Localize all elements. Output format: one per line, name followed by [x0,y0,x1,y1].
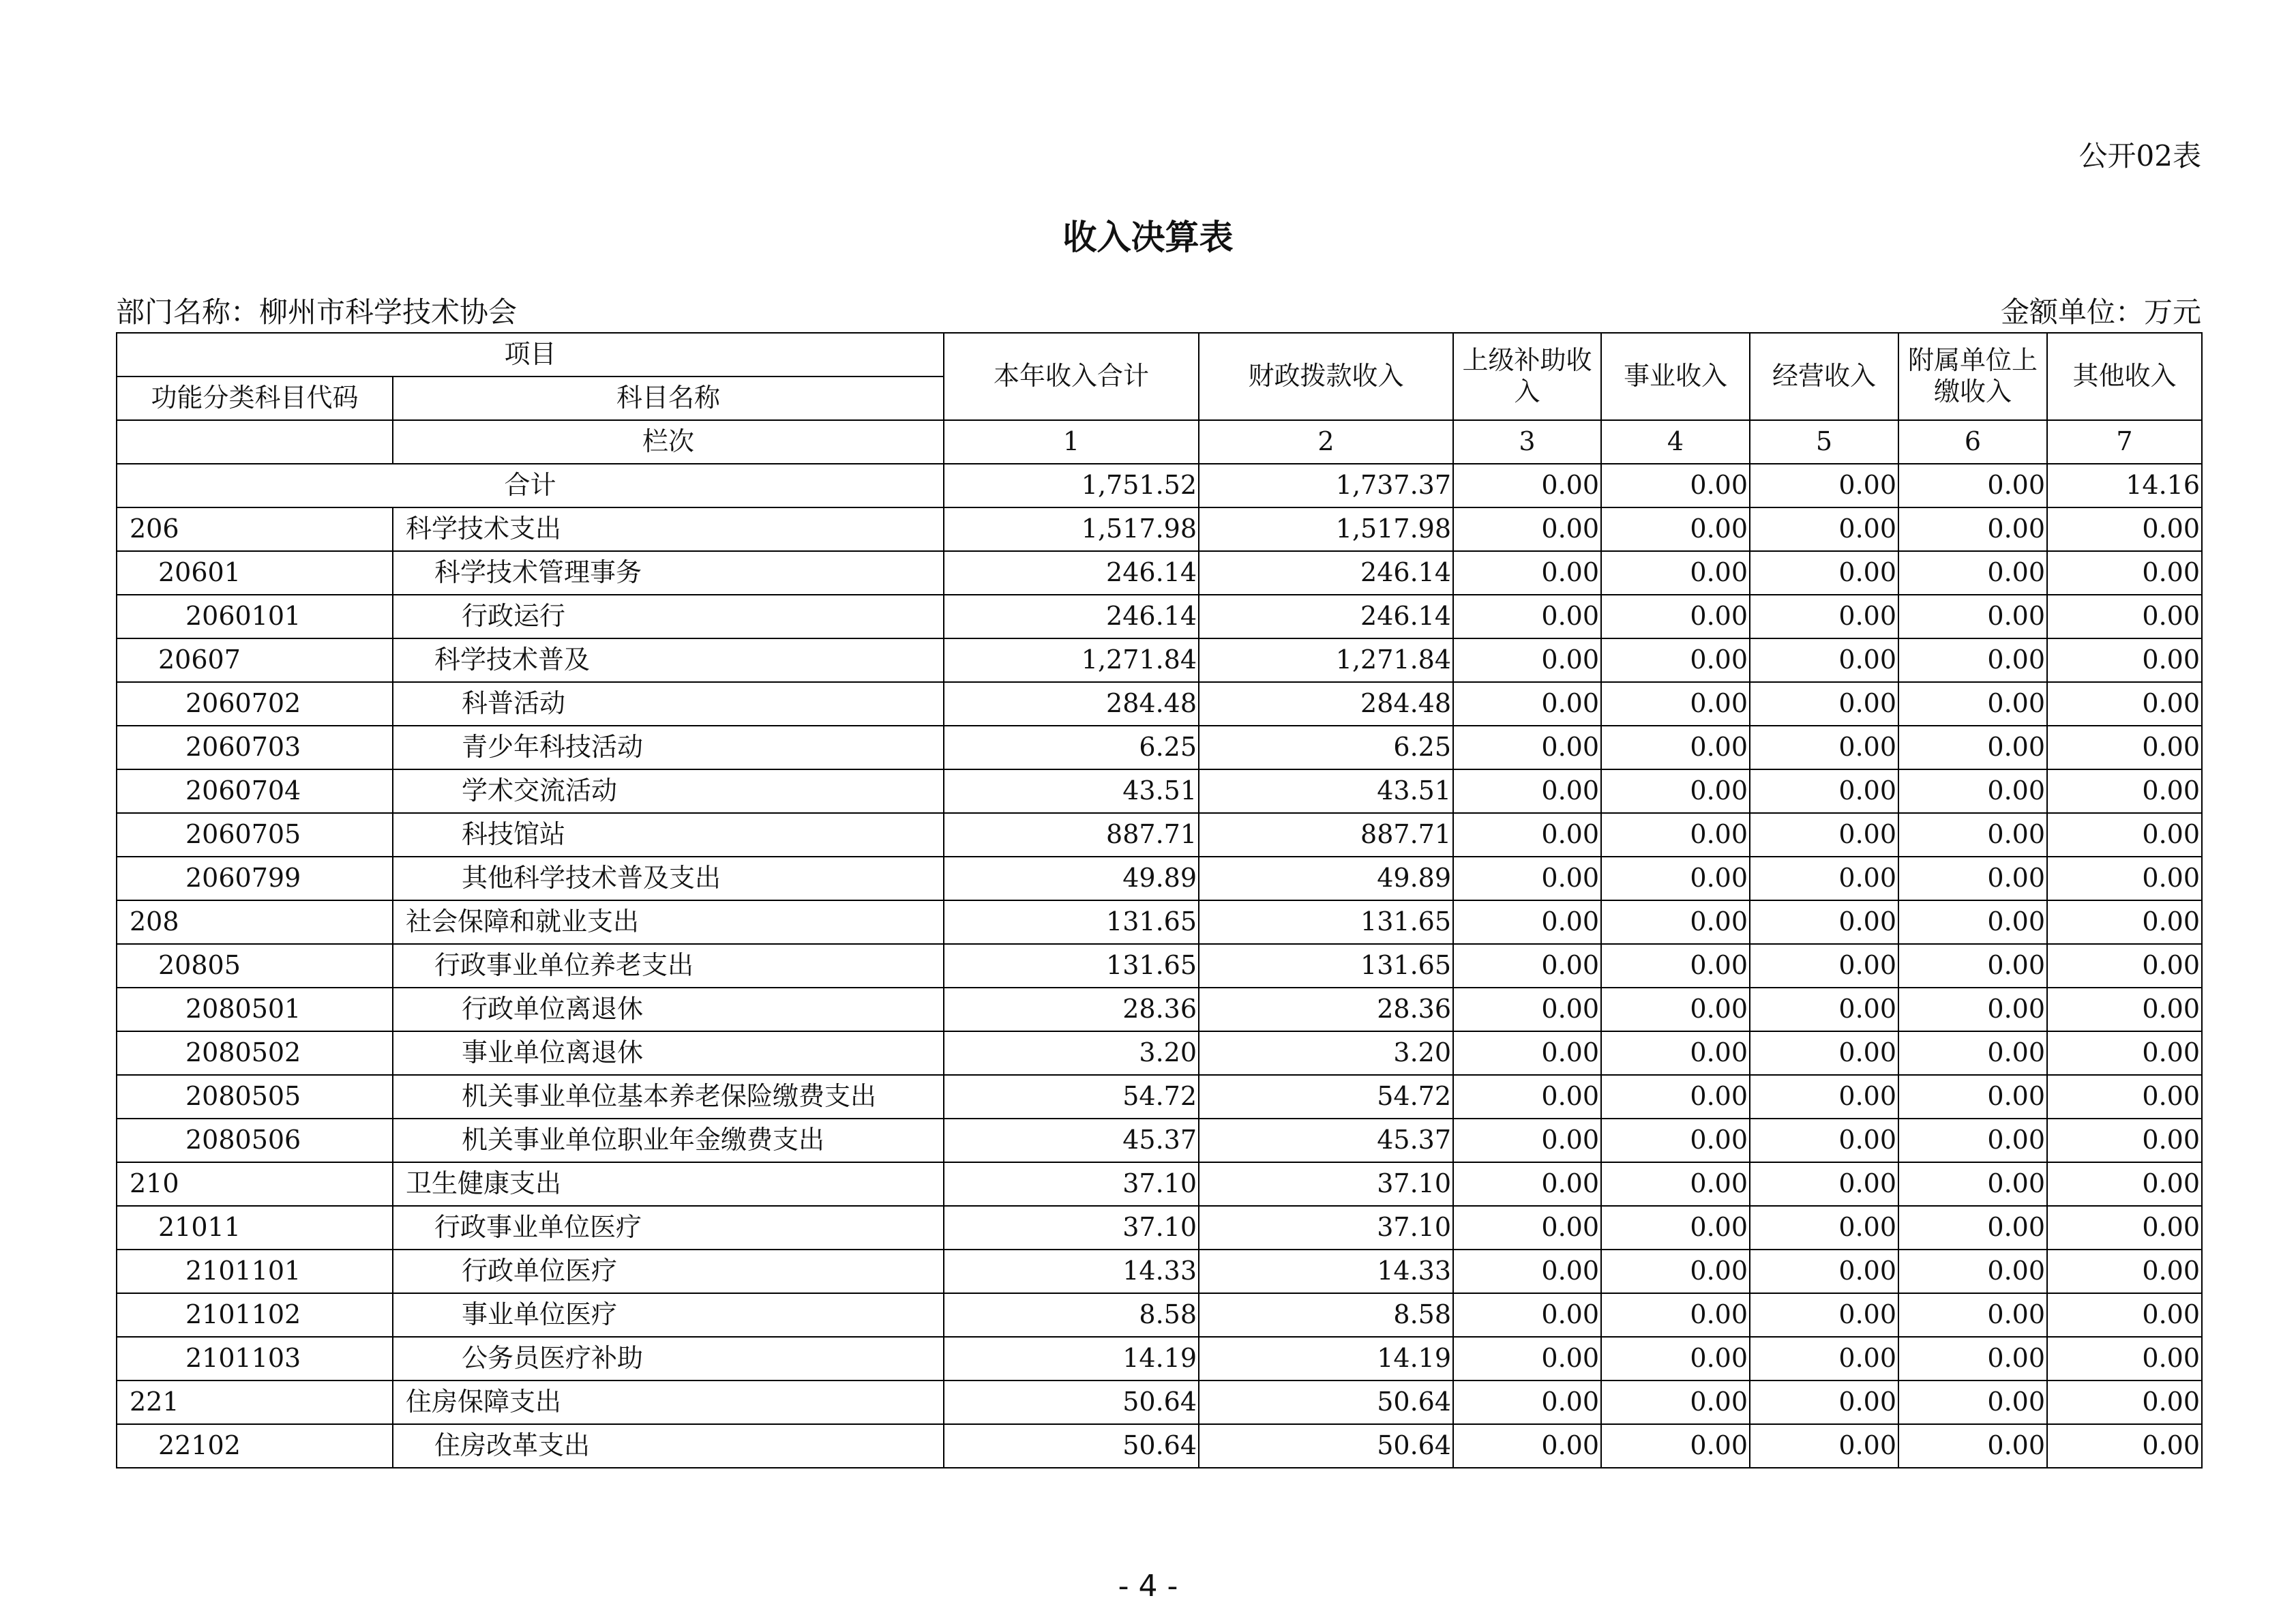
table-row [117,944,2202,988]
total-value: 1,737.37 [1199,464,1453,507]
amount-cell: 1,271.84 [1199,638,1453,682]
amount-cell: 0.00 [2047,1031,2202,1075]
amount-cell: 0.00 [1453,1250,1601,1293]
amount-cell: 0.00 [1601,857,1750,900]
amount-cell: 0.00 [2047,900,2202,944]
amount-cell: 0.00 [1601,769,1750,813]
header-col-5: 经营收入 [1750,333,1898,420]
subject-name: 科技馆站 [393,813,944,857]
amount-cell: 0.00 [1601,638,1750,682]
amount-cell: 0.00 [1750,1293,1898,1337]
table-row [117,1075,2202,1119]
table-row [117,726,2202,769]
table-row [117,1293,2202,1337]
subject-name: 科学技术支出 [393,507,944,551]
amount-cell: 0.00 [1601,682,1750,726]
amount-cell: 0.00 [2047,1250,2202,1293]
amount-cell: 37.10 [944,1162,1199,1206]
amount-cell: 131.65 [1199,900,1453,944]
total-value: 0.00 [1601,464,1750,507]
total-value: 0.00 [1453,464,1601,507]
table-row [117,857,2202,900]
subject-name: 事业单位医疗 [393,1293,944,1337]
amount-cell: 0.00 [1601,944,1750,988]
subject-name: 科普活动 [393,682,944,726]
amount-cell: 0.00 [1750,944,1898,988]
header-col-4: 事业收入 [1601,333,1750,420]
amount-cell: 0.00 [1750,1381,1898,1424]
amount-cell: 43.51 [1199,769,1453,813]
amount-cell: 0.00 [1601,507,1750,551]
amount-cell: 0.00 [1453,595,1601,638]
amount-cell: 0.00 [1750,1337,1898,1381]
amount-cell: 0.00 [2047,507,2202,551]
header-column-index: 栏次 [393,420,944,464]
amount-cell: 0.00 [1898,638,2047,682]
amount-cell: 0.00 [1898,769,2047,813]
amount-cell: 0.00 [1601,988,1750,1031]
col-number-7: 7 [2047,420,2202,464]
amount-cell: 49.89 [1199,857,1453,900]
table-row [117,595,2202,638]
amount-cell: 3.20 [944,1031,1199,1075]
amount-cell: 0.00 [1750,1424,1898,1468]
amount-cell: 0.00 [1750,682,1898,726]
table-row [117,988,2202,1031]
amount-cell: 45.37 [944,1119,1199,1162]
amount-cell: 0.00 [1453,857,1601,900]
amount-cell: 0.00 [1898,1031,2047,1075]
amount-cell: 0.00 [1898,944,2047,988]
subject-name: 住房保障支出 [393,1381,944,1424]
amount-cell: 0.00 [1898,507,2047,551]
amount-cell: 0.00 [2047,1206,2202,1250]
amount-cell: 0.00 [1453,944,1601,988]
subject-code: 2080506 [117,1119,393,1162]
amount-cell: 0.00 [1750,1031,1898,1075]
amount-cell: 0.00 [1453,900,1601,944]
subject-name: 其他科学技术普及支出 [393,857,944,900]
table-row [117,638,2202,682]
total-value: 1,751.52 [944,464,1199,507]
department-name: 部门名称：柳州市科学技术协会 [116,295,518,329]
amount-cell: 3.20 [1199,1031,1453,1075]
subject-code: 20805 [117,944,393,988]
subject-code: 2080505 [117,1075,393,1119]
amount-cell: 0.00 [1750,988,1898,1031]
amount-cell: 0.00 [1898,1337,2047,1381]
table-row [117,769,2202,813]
amount-cell: 0.00 [2047,1381,2202,1424]
amount-cell: 0.00 [1750,900,1898,944]
amount-cell: 1,517.98 [1199,507,1453,551]
amount-cell: 0.00 [2047,769,2202,813]
subject-code: 20601 [117,551,393,595]
amount-cell: 0.00 [2047,813,2202,857]
amount-cell: 0.00 [1601,1337,1750,1381]
amount-cell: 0.00 [1601,1424,1750,1468]
amount-cell: 0.00 [2047,1293,2202,1337]
amount-cell: 54.72 [944,1075,1199,1119]
amount-cell: 0.00 [1898,682,2047,726]
amount-cell: 0.00 [2047,1075,2202,1119]
amount-cell: 54.72 [1199,1075,1453,1119]
income-table [116,332,2203,1468]
amount-cell: 0.00 [1601,726,1750,769]
amount-cell: 284.48 [1199,682,1453,726]
amount-cell: 28.36 [944,988,1199,1031]
amount-cell: 0.00 [1601,1381,1750,1424]
amount-cell: 0.00 [1750,857,1898,900]
amount-cell: 45.37 [1199,1119,1453,1162]
amount-cell: 0.00 [2047,682,2202,726]
amount-cell: 0.00 [1453,1337,1601,1381]
header-col-6: 附属单位上缴收入 [1898,333,2047,420]
table-row [117,1424,2202,1468]
header-item: 项目 [117,333,944,377]
table-row [117,1381,2202,1424]
amount-cell: 8.58 [1199,1293,1453,1337]
amount-cell: 246.14 [1199,595,1453,638]
amount-cell: 0.00 [2047,1424,2202,1468]
amount-cell: 0.00 [1601,813,1750,857]
amount-cell: 0.00 [1601,1206,1750,1250]
table-row [117,1162,2202,1206]
amount-cell: 0.00 [1453,726,1601,769]
amount-cell: 0.00 [1453,1424,1601,1468]
amount-cell: 0.00 [1453,638,1601,682]
amount-cell: 0.00 [2047,595,2202,638]
amount-cell: 0.00 [1898,900,2047,944]
page-title: 收入决算表 [1062,218,1234,257]
amount-cell: 0.00 [2047,944,2202,988]
amount-cell: 50.64 [944,1381,1199,1424]
subject-code: 2060703 [117,726,393,769]
subject-code: 2080502 [117,1031,393,1075]
amount-cell: 0.00 [1750,1206,1898,1250]
amount-cell: 0.00 [1750,1250,1898,1293]
amount-cell: 0.00 [1898,988,2047,1031]
table-row [117,1206,2202,1250]
amount-cell: 0.00 [1453,1206,1601,1250]
subject-code: 210 [117,1162,393,1206]
col-number-4: 4 [1601,420,1750,464]
amount-cell: 0.00 [2047,726,2202,769]
amount-cell: 0.00 [1898,813,2047,857]
subject-name: 行政单位医疗 [393,1250,944,1293]
amount-cell: 0.00 [1601,900,1750,944]
subject-name: 事业单位离退休 [393,1031,944,1075]
amount-cell: 0.00 [1898,551,2047,595]
amount-cell: 0.00 [1601,1162,1750,1206]
header-col-1: 本年收入合计 [944,333,1199,420]
table-row [117,1031,2202,1075]
amount-cell: 0.00 [1453,682,1601,726]
total-value: 0.00 [1750,464,1898,507]
total-value: 14.16 [2047,464,2202,507]
amount-cell: 28.36 [1199,988,1453,1031]
subject-name: 行政事业单位养老支出 [393,944,944,988]
amount-cell: 887.71 [944,813,1199,857]
amount-cell: 246.14 [1199,551,1453,595]
subject-code: 20607 [117,638,393,682]
table-row [117,507,2202,551]
amount-cell: 0.00 [1898,1293,2047,1337]
amount-cell: 0.00 [1750,551,1898,595]
amount-cell: 0.00 [1898,857,2047,900]
amount-cell: 246.14 [944,551,1199,595]
subject-code: 208 [117,900,393,944]
amount-cell: 0.00 [1601,595,1750,638]
table-row [117,813,2202,857]
amount-cell: 0.00 [1750,638,1898,682]
amount-cell: 246.14 [944,595,1199,638]
amount-cell: 0.00 [1898,1206,2047,1250]
amount-cell: 14.19 [1199,1337,1453,1381]
amount-cell: 0.00 [1898,726,2047,769]
table-row [117,1337,2202,1381]
subject-name: 科学技术普及 [393,638,944,682]
amount-cell: 50.64 [944,1424,1199,1468]
amount-cell: 0.00 [1601,1293,1750,1337]
amount-cell: 0.00 [1750,769,1898,813]
amount-cell: 6.25 [944,726,1199,769]
amount-cell: 0.00 [1453,551,1601,595]
amount-cell: 14.19 [944,1337,1199,1381]
amount-cell: 131.65 [1199,944,1453,988]
amount-cell: 1,517.98 [944,507,1199,551]
subject-name: 科学技术管理事务 [393,551,944,595]
amount-cell: 0.00 [2047,551,2202,595]
amount-cell: 37.10 [1199,1162,1453,1206]
amount-cell: 0.00 [1898,1119,2047,1162]
header-subject-name: 科目名称 [393,377,944,420]
page-number: - 4 - [1118,1569,1178,1604]
amount-cell: 0.00 [1898,1162,2047,1206]
amount-cell: 0.00 [1898,1250,2047,1293]
amount-cell: 0.00 [1750,595,1898,638]
amount-cell: 284.48 [944,682,1199,726]
amount-cell: 131.65 [944,944,1199,988]
header-code: 功能分类科目代码 [117,377,393,420]
amount-cell: 37.10 [1199,1206,1453,1250]
amount-cell: 43.51 [944,769,1199,813]
amount-cell: 6.25 [1199,726,1453,769]
amount-unit: 金额单位：万元 [2000,295,2201,329]
amount-cell: 0.00 [2047,1337,2202,1381]
amount-cell: 14.33 [944,1250,1199,1293]
amount-cell: 0.00 [1750,1162,1898,1206]
amount-cell: 1,271.84 [944,638,1199,682]
amount-cell: 0.00 [1750,1119,1898,1162]
amount-cell: 0.00 [1750,726,1898,769]
subject-code: 2060702 [117,682,393,726]
header-col-7: 其他收入 [2047,333,2202,420]
subject-code: 2080501 [117,988,393,1031]
amount-cell: 0.00 [1453,813,1601,857]
amount-cell: 131.65 [944,900,1199,944]
amount-cell: 37.10 [944,1206,1199,1250]
amount-cell: 0.00 [1750,813,1898,857]
amount-cell: 50.64 [1199,1381,1453,1424]
amount-cell: 49.89 [944,857,1199,900]
subject-code: 21011 [117,1206,393,1250]
amount-cell: 0.00 [1453,1031,1601,1075]
amount-cell: 0.00 [1601,551,1750,595]
amount-cell: 887.71 [1199,813,1453,857]
subject-code: 2101101 [117,1250,393,1293]
amount-cell: 0.00 [1453,1293,1601,1337]
amount-cell: 0.00 [1453,988,1601,1031]
amount-cell: 0.00 [1453,1119,1601,1162]
amount-cell: 0.00 [2047,638,2202,682]
col-number-1: 1 [944,420,1199,464]
total-row [117,464,2202,507]
table-row [117,551,2202,595]
amount-cell: 8.58 [944,1293,1199,1337]
col-number-2: 2 [1199,420,1453,464]
amount-cell: 0.00 [1898,1075,2047,1119]
subject-code: 2101102 [117,1293,393,1337]
subject-name: 社会保障和就业支出 [393,900,944,944]
amount-cell: 0.00 [1453,1162,1601,1206]
header-col-3: 上级补助收入 [1453,333,1601,420]
subject-name: 卫生健康支出 [393,1162,944,1206]
subject-code: 2060704 [117,769,393,813]
amount-cell: 0.00 [1898,1381,2047,1424]
subject-name: 机关事业单位职业年金缴费支出 [393,1119,944,1162]
subject-code: 206 [117,507,393,551]
subject-code: 2060705 [117,813,393,857]
amount-cell: 0.00 [2047,1119,2202,1162]
amount-cell: 0.00 [1453,1075,1601,1119]
subject-name: 行政单位离退休 [393,988,944,1031]
amount-cell: 0.00 [1453,769,1601,813]
subject-name: 公务员医疗补助 [393,1337,944,1381]
amount-cell: 0.00 [2047,988,2202,1031]
table-row [117,1119,2202,1162]
header-col-2: 财政拨款收入 [1199,333,1453,420]
amount-cell: 0.00 [2047,857,2202,900]
subject-name: 住房改革支出 [393,1424,944,1468]
subject-code: 22102 [117,1424,393,1468]
subject-code: 2101103 [117,1337,393,1381]
amount-cell: 0.00 [1601,1031,1750,1075]
subject-name: 学术交流活动 [393,769,944,813]
total-value: 0.00 [1898,464,2047,507]
amount-cell: 0.00 [1898,1424,2047,1468]
amount-cell: 0.00 [1898,595,2047,638]
amount-cell: 0.00 [1601,1250,1750,1293]
subject-name: 行政事业单位医疗 [393,1206,944,1250]
amount-cell: 0.00 [1601,1119,1750,1162]
header-blank [117,420,393,464]
amount-cell: 14.33 [1199,1250,1453,1293]
amount-cell: 0.00 [1601,1075,1750,1119]
amount-cell: 0.00 [1453,507,1601,551]
table-row [117,900,2202,944]
amount-cell: 50.64 [1199,1424,1453,1468]
amount-cell: 0.00 [2047,1162,2202,1206]
total-label: 合计 [117,464,944,507]
col-number-5: 5 [1750,420,1898,464]
amount-cell: 0.00 [1750,1075,1898,1119]
table-row [117,1250,2202,1293]
subject-code: 221 [117,1381,393,1424]
subject-name: 行政运行 [393,595,944,638]
form-id: 公开02表 [2078,139,2201,173]
subject-name: 青少年科技活动 [393,726,944,769]
subject-name: 机关事业单位基本养老保险缴费支出 [393,1075,944,1119]
table-row [117,682,2202,726]
amount-cell: 0.00 [1750,507,1898,551]
subject-code: 2060799 [117,857,393,900]
col-number-3: 3 [1453,420,1601,464]
col-number-6: 6 [1898,420,2047,464]
amount-cell: 0.00 [1453,1381,1601,1424]
subject-code: 2060101 [117,595,393,638]
